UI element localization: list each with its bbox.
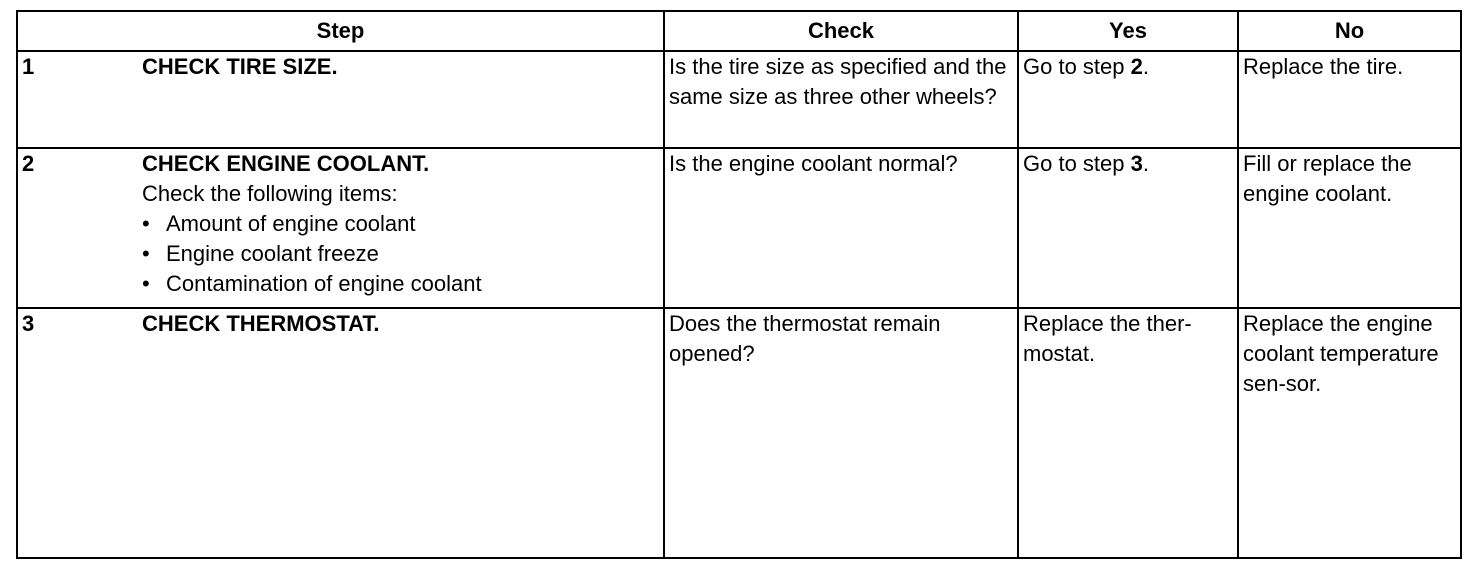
yes-prefix: Go to step [1023,150,1131,176]
step-cell [17,51,664,148]
header-yes: Yes [1018,11,1238,51]
step-cell [17,148,664,308]
yes-prefix: Go to step [1023,54,1131,79]
yes-step-ref: 2 [1130,54,1143,79]
step-title: CHECK ENGINE COOLANT. [142,150,430,176]
yes-cell [1018,51,1238,148]
step-title: CHECK TIRE SIZE. [142,54,338,79]
yes-cell [1018,148,1238,308]
table-row [17,51,1461,148]
step-cell [17,308,664,558]
step-number: 3 [22,310,35,336]
yes-step-ref: 3 [1130,150,1143,176]
check-items-list [142,209,662,299]
table-row [17,148,1461,308]
step-title: CHECK THERMOSTAT. [142,310,380,336]
list-item: • Amount of engine coolant [142,209,662,239]
header-step: Step [17,11,664,51]
list-item: • Engine coolant freeze [142,239,662,269]
check-cell: Is the engine coolant normal? [664,148,1018,308]
step-intro: Check the following items: [142,180,398,206]
table-row [17,308,1461,558]
no-cell: Replace the tire. [1238,51,1461,148]
no-cell: Replace the engine coolant temperature sen-sor. [1238,308,1461,558]
step-number: 1 [22,54,35,79]
step-number: 2 [22,150,35,176]
diagnostic-table [16,10,1462,559]
yes-cell: Replace the ther-mostat. [1018,308,1238,558]
no-cell: Fill or replace the engine coolant. [1238,148,1461,308]
header-row [17,11,1461,51]
header-no: No [1238,11,1461,51]
check-cell: Is the tire size as specified and the same size as three other wheels? [664,51,1018,148]
list-item: • Contamination of engine coolant [142,269,662,299]
header-check: Check [664,11,1018,51]
yes-suffix: . [1142,54,1149,79]
check-cell: Does the thermostat remain opened? [664,308,1018,558]
yes-suffix: . [1142,150,1149,176]
